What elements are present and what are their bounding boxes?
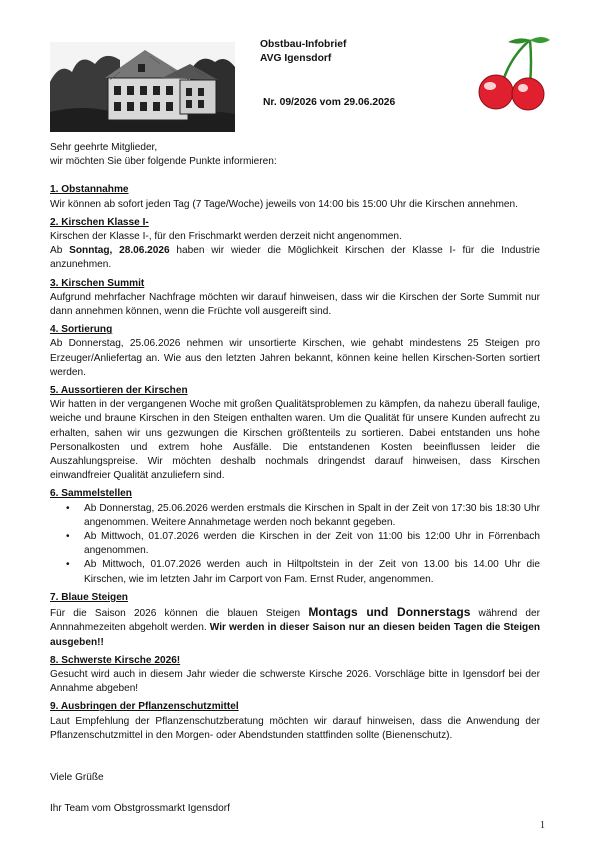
section-text-1: Wir können ab sofort jeden Tag (7 Tage/Woche) jeweils von 14:00 bis 15:00 Uhr die Kirschen annehmen. <box>50 198 518 210</box>
page-number: 1 <box>540 820 545 831</box>
letter-body <box>50 141 540 743</box>
section-text-2b <box>50 244 540 272</box>
title-line-1: Obstbau-Infobrief <box>260 39 347 50</box>
list-item-text: Ab Mittwoch, 01.07.2026 werden die Kirschen in der Zeit von 11:00 bis 12:00 Uhr in Förrenbach angenommen. <box>84 531 540 557</box>
list-item <box>50 502 540 530</box>
text-span: haben wir wieder die Möglichkeit Kirschen der Klasse I- für die Industrie anzunehmen. <box>50 245 541 271</box>
greeting-line-1: Sehr geehrte Mitglieder, <box>50 142 158 153</box>
section-text-5: Wir hatten in der vergangenen Woche mit großen Qualitätsproblemen zu kämpfen, da nahezu überall faulige, weiche und braune Kirschen in den Steigen enthalten waren. Um die Qualität für unsere Kunden aufrecht zu erhalten, sahen wir uns gezwungen die Kirschen größtenteils zu sortieren. Dabei entstanden uns hohe Personalkosten und extrem hohe Ausfälle. Die entstandenen Kosten beeinflussen leider die Auszahlungspreise. Wir möchten deshalb nochmals dringendst darauf hinweisen, dass Kirschen einwandfreier Qualität anzuliefern sind. <box>50 399 540 482</box>
closing-team: Ihr Team vom Obstgrossmarkt Igensdorf <box>50 803 230 814</box>
text-span: Für die Saison 2026 können die blauen Steigen <box>50 608 309 620</box>
section-heading-8: 8. Schwerste Kirsche 2026! <box>50 654 181 666</box>
section-heading-1: 1. Obstannahme <box>50 184 129 196</box>
title-line-2: AVG Igensdorf <box>260 53 332 64</box>
section-text-9: Laut Empfehlung der Pflanzenschutzberatung möchten wir darauf hinweisen, dass die Anwendung der Pflanzenschutzmittel in den Morgen- oder Abendstunden stattfinden sollte (Bienenschutz). <box>50 715 540 741</box>
bullet-icon: • <box>66 502 70 514</box>
section-text-3: Aufgrund mehrfacher Nachfrage möchten wir darauf hinweisen, dass wir die Kirschen der Sorte Summit nur dann annehmen können, wenn die Früchte voll ausgereift sind. <box>50 291 540 318</box>
newsletter-title <box>260 38 346 66</box>
section-heading-9: 9. Ausbringen der Pflanzenschutzmittel <box>50 701 239 713</box>
highlight-days: Montags und Donnerstags <box>308 605 471 620</box>
section-heading-4: 4. Sortierung <box>50 324 113 336</box>
cherries-icon <box>470 32 552 114</box>
section-text-4: Ab Donnerstag, 25.06.2026 nehmen wir unsortierte Kirschen, wie gehabt mindestens 25 Steigen pro Erzeuger/Anliefertag an. Wie aus den letzten Jahren bekannt, können keine hellen Kirschen-Sorten sortiert werden. <box>50 338 540 378</box>
section-text-8: Gesucht wird auch in diesem Jahr wieder die schwerste Kirsche 2026. Vorschläge bitte in Igensdorf bei der Annahme abgeben! <box>50 668 540 695</box>
list-item <box>50 558 540 586</box>
section-text-7 <box>50 605 540 650</box>
greeting-line-2: wir möchten Sie über folgende Punkte informieren: <box>50 156 277 168</box>
list-item <box>50 530 540 558</box>
text-span: während der Annnahmezeiten abgeholt werden. <box>50 608 540 634</box>
section-heading-7: 7. Blaue Steigen <box>50 591 128 603</box>
list-item-text: Ab Donnerstag, 25.06.2026 werden erstmals die Kirschen in Spalt in der Zeit von 17:30 bis 18:30 Uhr angenommen. Weitere Annahmetage werden noch bekannt gegeben. <box>84 502 540 528</box>
collection-points-list <box>50 502 540 587</box>
section-heading-3: 3. Kirschen Summit <box>50 277 145 289</box>
section-heading-6: 6. Sammelstellen <box>50 488 132 500</box>
section-heading-5: 5. Aussortieren der Kirschen <box>50 385 188 397</box>
issue-number: Nr. 09/2026 vom 29.06.2026 <box>263 97 396 108</box>
text-span: Ab <box>50 245 70 257</box>
bold-notice: Wir werden in dieser Saison nur an diesen beiden Tagen die Steigen ausgeben!! <box>50 622 540 648</box>
bold-date: Sonntag, 28.06.2026 <box>69 245 170 257</box>
section-heading-2: 2. Kirschen Klasse I- <box>50 216 149 228</box>
bullet-icon: • <box>66 531 70 543</box>
list-item-text: Ab Mittwoch, 01.07.2026 werden auch in Hiltpoltstein in der Zeit von 13.00 bis 14.00 Uhr die Kirschen, wie im letzten Jahr im Carport von Fam. Ernst Ruder, angenommen. <box>84 559 540 585</box>
closing-regards: Viele Grüße <box>50 772 104 783</box>
section-text-2a: Kirschen der Klasse I-, für den Frischmarkt werden derzeit nicht angenommen. <box>50 231 402 243</box>
building-sketch-icon <box>50 42 235 132</box>
bullet-icon: • <box>66 559 70 571</box>
